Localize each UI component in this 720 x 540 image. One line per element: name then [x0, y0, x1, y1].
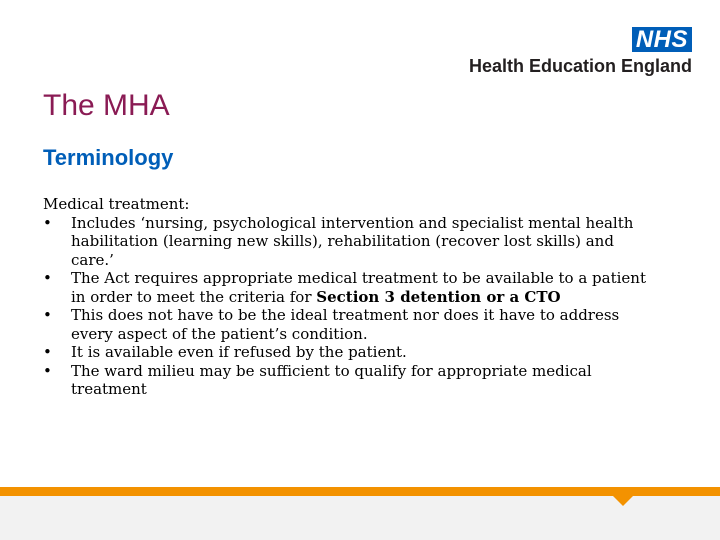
slide-subtitle: Terminology: [43, 145, 174, 170]
bullet-icon: •: [43, 213, 52, 232]
bullet-icon: •: [43, 361, 52, 380]
hee-logo: [469, 27, 692, 76]
organisation-name: Health Education England: [468, 56, 692, 76]
bullet-text: It is available even if refused by the patient.: [71, 343, 407, 361]
bullet-list: [43, 214, 658, 399]
footer-chevron-icon: [611, 494, 635, 506]
intro-lead: Medical treatment: [43, 195, 185, 213]
nhs-logo-badge: NHS: [632, 27, 692, 52]
list-item: [43, 269, 658, 306]
bullet-icon: •: [43, 269, 52, 287]
intro-line: [43, 195, 658, 214]
list-item: [43, 343, 658, 362]
list-item: [43, 362, 658, 399]
bullet-icon: •: [43, 343, 52, 361]
bullet-text: The Act requires appropriate medical treatment to be available to a patient in order to meet the criteria for: [71, 269, 646, 306]
slide-title: The MHA: [43, 89, 170, 122]
list-item: [43, 214, 658, 270]
bullet-text: Includes ‘nursing, psychological intervention and specialist mental health habilitation (learning new skills), rehabilitation (recover lost skills) and care.’: [71, 213, 634, 269]
bullet-text: This does not have to be the ideal treatment nor does it have to address every aspect of the patient’s condition.: [71, 306, 620, 343]
bullet-icon: •: [43, 306, 52, 324]
bullet-text: The ward milieu may be sufficient to qualify for appropriate medical treatment: [71, 361, 592, 398]
bullet-emphasis: Section 3 detention or a CTO: [316, 287, 561, 306]
slide-body: [43, 195, 658, 399]
intro-suffix: :: [184, 195, 190, 213]
list-item: [43, 306, 658, 343]
